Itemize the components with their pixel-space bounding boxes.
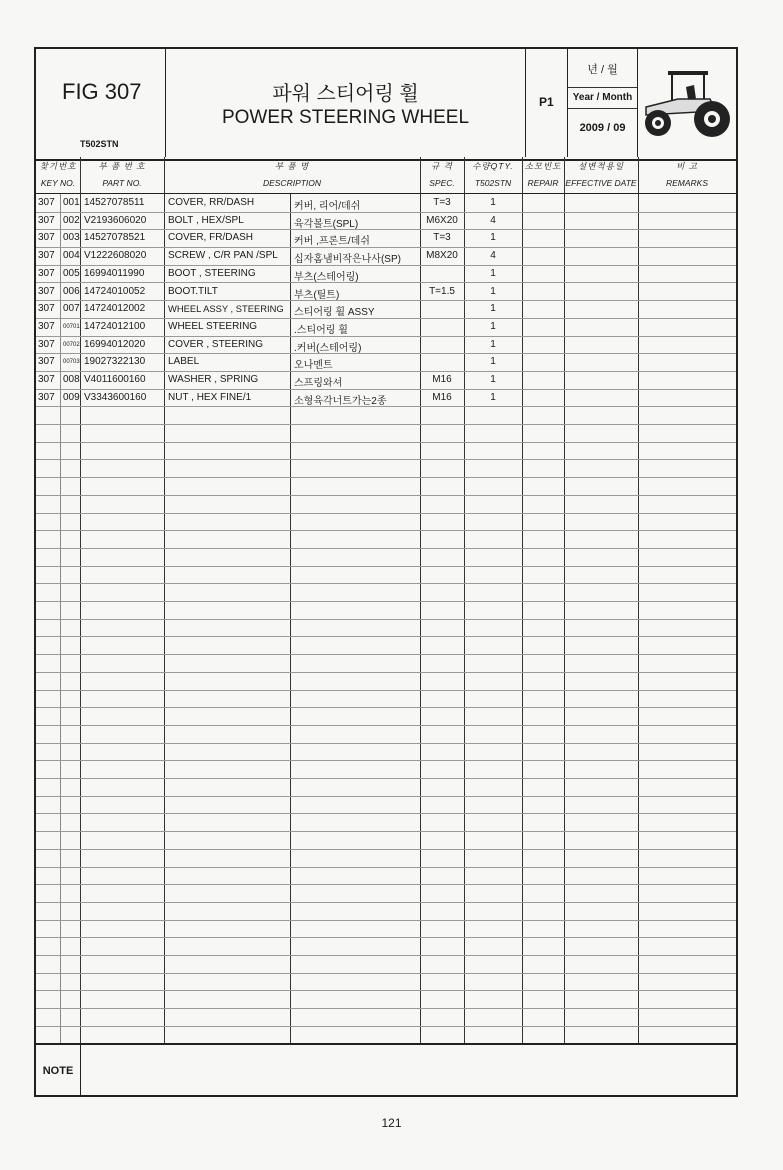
row-description-en: LABEL (168, 356, 200, 368)
table-row (36, 283, 736, 302)
row-key-no: 00703 (63, 359, 80, 366)
table-row (36, 672, 736, 691)
row-qty: 1 (490, 391, 496, 403)
row-qty: 1 (490, 338, 496, 350)
row-key-no: 005 (63, 267, 80, 279)
col-effective-ko: 설변적용일 (577, 161, 625, 171)
row-spec: T=3 (433, 197, 451, 208)
row-spec: M16 (432, 391, 452, 403)
col-key-ko: 찾기번호 (39, 161, 77, 171)
year-month-korean: 년 / 월 (587, 64, 618, 76)
table-row (36, 247, 736, 266)
table-row (36, 796, 736, 815)
col-part-en: PART NO. (102, 178, 142, 188)
year-month-label: Year / Month (568, 87, 637, 109)
title-english: POWER STEERING WHEEL (221, 107, 470, 128)
row-description-ko: .커버(스테어링) (294, 342, 362, 354)
row-description-ko: 소형육각너트가는2종 (294, 395, 387, 407)
table-row (36, 389, 736, 408)
table-row (36, 495, 736, 514)
table-row (36, 424, 736, 443)
table-row (36, 530, 736, 549)
row-description-en: COVER, RR/DASH (168, 197, 255, 208)
table-row (36, 920, 736, 939)
table-row (36, 1026, 736, 1045)
row-description-en: BOLT , HEX/SPL (168, 214, 244, 226)
row-description-en: COVER , STEERING (168, 338, 264, 350)
row-qty: 1 (490, 374, 496, 385)
row-key-no: 004 (63, 250, 80, 262)
table-row (36, 229, 736, 248)
row-part-no: V2193606020 (84, 214, 147, 226)
row-part-no: 16994012020 (84, 338, 146, 350)
col-key-en: KEY NO. (40, 178, 76, 188)
col-repair-ko: 소모빈도 (524, 161, 562, 171)
row-description-ko: 커버 ,프론트/데쉬 (294, 236, 370, 248)
parts-list-sheet (34, 47, 738, 1097)
table-row (36, 194, 736, 213)
row-description-en: WHEEL ASSY , STEERING (168, 303, 284, 315)
table-row (36, 955, 736, 974)
row-fig: 307 (38, 303, 55, 315)
col-spec (420, 157, 464, 193)
table-row (36, 814, 736, 833)
note-area (36, 1043, 736, 1097)
tractor-icon (638, 49, 736, 157)
col-desc-en: DESCRIPTION (262, 178, 322, 188)
table-row (36, 654, 736, 673)
row-qty: 1 (490, 320, 496, 332)
page-number: 121 (381, 1116, 402, 1130)
col-qty-ko: 수량QTY. (472, 161, 514, 171)
table-row (36, 973, 736, 992)
year-month-value: 2009 / 09 (579, 122, 626, 134)
row-spec: T=3 (433, 232, 451, 244)
row-fig: 307 (38, 391, 55, 403)
table-row (36, 583, 736, 602)
row-part-no: 14527078511 (84, 197, 145, 208)
col-remarks-en: REMARKS (665, 178, 709, 188)
col-effective (564, 157, 638, 193)
row-part-no: 14724012002 (84, 303, 146, 315)
table-row (36, 902, 736, 921)
row-key-no: 00702 (63, 341, 80, 348)
row-part-no: 19027322130 (84, 356, 146, 368)
row-description-en: WASHER , SPRING (168, 374, 259, 385)
title-box (166, 49, 526, 157)
table-row (36, 212, 736, 231)
row-description-ko: 커버, 리어/데쉬 (294, 201, 361, 212)
figure-box (36, 49, 166, 157)
row-key-no: 009 (63, 391, 80, 403)
column-header-row (36, 157, 736, 194)
row-description-ko: 스티어링 휠 ASSY (294, 307, 375, 319)
page-box (526, 49, 568, 157)
col-repair (522, 157, 564, 193)
row-fig: 307 (38, 285, 55, 297)
col-desc-ko: 부 품 명 (274, 161, 310, 171)
table-row (36, 849, 736, 868)
table-row (36, 760, 736, 779)
row-description-ko: 오나멘트 (294, 360, 333, 372)
row-qty: 4 (490, 250, 496, 262)
row-qty: 1 (490, 232, 496, 244)
table-row (36, 619, 736, 638)
row-fig: 307 (38, 214, 55, 226)
row-part-no: 14527078521 (84, 232, 146, 244)
row-fig: 307 (38, 267, 55, 279)
col-key (36, 157, 80, 193)
col-effective-en: EFFECTIVE DATE (565, 178, 637, 188)
table-row (36, 743, 736, 762)
row-description-ko: 부츠(틸트) (294, 289, 340, 301)
row-fig: 307 (38, 356, 55, 368)
row-part-no: 14724012100 (84, 320, 146, 332)
table-row (36, 991, 736, 1010)
table-row (36, 778, 736, 797)
col-part-ko: 부 품 번 호 (98, 161, 146, 171)
row-spec: M16 (432, 374, 452, 385)
sheet-header (36, 49, 736, 161)
year-month-box (568, 49, 638, 157)
table-row (36, 460, 736, 479)
col-desc (164, 157, 420, 193)
table-row (36, 725, 736, 744)
table-row (36, 601, 736, 620)
row-description-ko: 육각볼트(SPL) (294, 218, 359, 230)
title-korean: 파워 스티어링 휠 (272, 83, 419, 105)
row-part-no: V1222608020 (84, 250, 147, 262)
table-row (36, 937, 736, 956)
table-row (36, 477, 736, 496)
row-key-no: 006 (63, 285, 80, 297)
table-row (36, 548, 736, 567)
col-repair-en: REPAIR (527, 178, 559, 188)
row-description-ko: 부츠(스테어링) (294, 271, 359, 283)
col-spec-ko: 규 격 (431, 161, 453, 171)
row-key-no: 008 (63, 374, 80, 385)
table-row (36, 513, 736, 532)
table-row (36, 707, 736, 726)
row-part-no: V3343600160 (84, 391, 147, 403)
col-remarks (638, 157, 736, 193)
row-part-no: 14724010052 (84, 285, 146, 297)
table-row (36, 831, 736, 850)
row-description-en: BOOT , STEERING (168, 267, 256, 279)
figure-number: FIG 307 (62, 79, 142, 104)
table-row (36, 265, 736, 284)
table-row (36, 371, 736, 390)
row-qty: 4 (490, 214, 496, 226)
row-qty: 1 (490, 356, 496, 368)
table-row (36, 300, 736, 319)
row-qty: 1 (490, 285, 496, 297)
row-description-ko: 스프링와셔 (294, 378, 343, 389)
row-key-no: 003 (63, 232, 80, 244)
row-qty: 1 (490, 267, 496, 279)
table-row (36, 690, 736, 709)
table-row (36, 318, 736, 337)
table-row (36, 336, 736, 355)
table-row (36, 566, 736, 585)
row-part-no: V4011600160 (84, 374, 146, 385)
table-row (36, 884, 736, 903)
row-part-no: 16994011990 (84, 267, 145, 279)
row-qty: 1 (490, 197, 496, 208)
col-qty-en: T502STN (474, 178, 512, 188)
row-description-ko: 십자홈냄비작은나사(SP) (294, 254, 401, 266)
row-fig: 307 (38, 232, 55, 244)
note-label: NOTE (36, 1045, 81, 1097)
row-spec: M8X20 (426, 250, 458, 262)
col-spec-en: SPEC. (429, 178, 455, 188)
table-row (36, 406, 736, 425)
row-description-ko: .스티어링 휠 (294, 324, 348, 336)
table-row (36, 442, 736, 461)
row-fig: 307 (38, 197, 55, 208)
row-fig: 307 (38, 338, 55, 350)
row-qty: 1 (490, 303, 496, 315)
table-row (36, 637, 736, 656)
table-row (36, 353, 736, 372)
row-key-no: 001 (63, 197, 80, 208)
table-row (36, 867, 736, 886)
model-code: T502STN (80, 139, 119, 149)
row-key-no: 007 (63, 303, 80, 315)
row-key-no: 002 (63, 214, 80, 226)
row-key-no: 00701 (63, 323, 80, 330)
row-fig: 307 (38, 320, 55, 332)
parts-table-body (36, 194, 736, 1044)
row-fig: 307 (38, 250, 55, 262)
page-code: P1 (539, 95, 554, 109)
col-part (80, 157, 164, 193)
row-description-en: COVER, FR/DASH (168, 232, 254, 244)
col-remarks-ko: 비 고 (676, 161, 698, 171)
row-description-en: BOOT.TILT (168, 285, 218, 297)
table-row (36, 1008, 736, 1027)
row-description-en: SCREW , C/R PAN /SPL (168, 250, 278, 262)
row-fig: 307 (38, 374, 55, 385)
col-qty (464, 157, 522, 193)
row-spec: M6X20 (426, 214, 458, 226)
row-spec: T=1.5 (429, 285, 455, 297)
row-description-en: WHEEL STEERING (168, 320, 258, 332)
row-description-en: NUT , HEX FINE/1 (168, 391, 252, 403)
